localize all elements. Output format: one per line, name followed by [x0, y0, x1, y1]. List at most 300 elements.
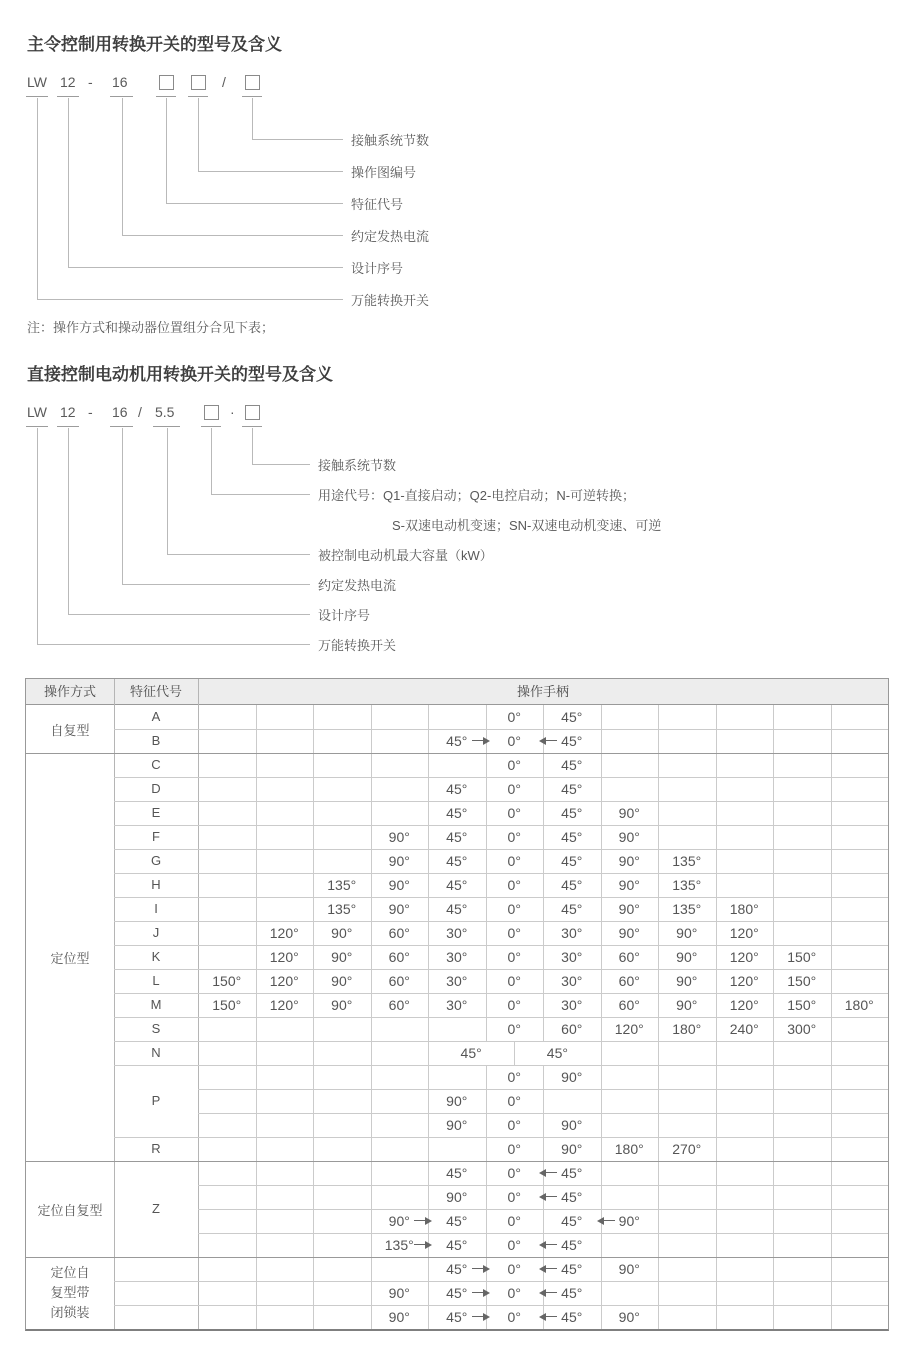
diagram1-model-box — [191, 75, 206, 90]
angle-cell: 0° — [507, 1141, 521, 1157]
group-label — [26, 1161, 114, 1257]
table-header-cell: 操作手柄 — [516, 684, 569, 699]
grid-vline — [658, 1281, 659, 1305]
grid-vline — [256, 849, 257, 873]
grid-vline — [601, 1185, 602, 1209]
row-divider — [198, 1089, 888, 1090]
row-divider — [114, 969, 888, 970]
grid-vline — [256, 777, 257, 801]
grid-vline — [773, 777, 774, 801]
grid-vline — [716, 1305, 717, 1329]
angle-cell: 45° — [561, 853, 583, 869]
grid-vline — [831, 1233, 832, 1257]
angle-cell: 0° — [507, 949, 521, 965]
row-code: H — [151, 877, 161, 892]
row-code: P — [151, 1093, 161, 1108]
grid-vline — [313, 753, 314, 777]
grid-vline — [831, 1257, 832, 1281]
angle-cell: 90° — [388, 877, 410, 893]
angle-cell: 90° — [676, 973, 698, 989]
angle-cell: 45° — [561, 781, 583, 797]
row-divider — [26, 1257, 888, 1258]
arrow-right-icon — [472, 1292, 483, 1293]
angle-cell: 0° — [507, 805, 521, 821]
grid-vline — [313, 777, 314, 801]
grid-vline — [716, 1209, 717, 1233]
grid-vline — [658, 1041, 659, 1065]
grid-vline — [313, 1257, 314, 1281]
grid-vline — [256, 1089, 257, 1113]
arrow-left-icon — [546, 1292, 557, 1293]
row-divider — [114, 1065, 888, 1066]
diagram2-model-text: 12 — [60, 404, 76, 420]
grid-vline — [601, 1041, 602, 1065]
row-divider — [26, 1161, 888, 1162]
row-code: B — [151, 733, 161, 748]
diagram2-callout-vline — [252, 428, 253, 465]
grid-vline — [658, 1257, 659, 1281]
angle-cell: 0° — [507, 829, 521, 845]
grid-vline — [313, 1017, 314, 1041]
grid-vline — [773, 921, 774, 945]
grid-vline — [773, 825, 774, 849]
grid-vline — [716, 873, 717, 897]
grid-vline — [658, 801, 659, 825]
grid-vline — [428, 705, 429, 729]
angle-cell: 45° — [561, 709, 583, 725]
angle-cell: 90° — [561, 1117, 583, 1133]
grid-vline — [831, 969, 832, 993]
diagram1-callout-vline — [68, 98, 69, 268]
grid-vline — [831, 1137, 832, 1161]
row-divider — [114, 729, 888, 730]
angle-cell: 45° — [561, 1165, 583, 1181]
angle-cell: 150° — [212, 973, 242, 989]
angle-cell: 90° — [446, 1093, 468, 1109]
angle-cell: 90° — [618, 901, 640, 917]
grid-vline — [716, 1137, 717, 1161]
diagram2-underline — [57, 426, 79, 427]
grid-vline — [658, 1233, 659, 1257]
angle-cell: 135° — [384, 1237, 414, 1253]
grid-vline — [371, 1185, 372, 1209]
grid-vline — [831, 729, 832, 753]
angle-cell: 90° — [561, 1069, 583, 1085]
arrow-right-icon — [483, 1313, 490, 1321]
grid-vline — [313, 1233, 314, 1257]
angle-cell: 0° — [507, 1069, 521, 1085]
angle-cell: 90° — [388, 1285, 410, 1301]
diagram2-model-text: · — [230, 404, 235, 420]
grid-vline — [773, 1209, 774, 1233]
angle-cell: 60° — [388, 925, 410, 941]
angle-cell: 300° — [787, 1021, 817, 1037]
angle-cell: 90° — [561, 1141, 583, 1157]
angle-cell: 120° — [729, 973, 759, 989]
grid-vline — [601, 1161, 602, 1185]
diagram1-callout-vline — [198, 98, 199, 172]
diagram2-model-box — [204, 405, 219, 420]
diagram1-callout-hline — [122, 235, 343, 236]
row-code: J — [152, 925, 160, 940]
grid-vline — [716, 1233, 717, 1257]
group-label-text: 定位型 — [50, 950, 90, 966]
grid-vline — [658, 777, 659, 801]
arrow-right-icon — [483, 737, 490, 745]
angle-cell: 60° — [388, 997, 410, 1013]
diagram2-model-text: 16 — [112, 404, 128, 420]
grid-vline — [313, 849, 314, 873]
grid-vline — [601, 753, 602, 777]
angle-cell: 135° — [672, 901, 702, 917]
grid-vline — [831, 873, 832, 897]
grid-vline — [773, 705, 774, 729]
grid-vline — [371, 1161, 372, 1185]
row-divider — [26, 753, 888, 754]
angle-cell: 90° — [446, 1117, 468, 1133]
grid-vline — [371, 1065, 372, 1089]
grid-vline — [658, 1113, 659, 1137]
grid-vline — [831, 849, 832, 873]
diagram2-callout-vline — [37, 428, 38, 645]
grid-vline — [371, 1041, 372, 1065]
row-divider — [198, 1233, 888, 1234]
angle-cell: 90° — [388, 1309, 410, 1325]
grid-vline — [716, 1281, 717, 1305]
angle-cell: 180° — [614, 1141, 644, 1157]
row-divider — [198, 1185, 888, 1186]
grid-vline — [773, 1185, 774, 1209]
angle-cell: 45° — [561, 829, 583, 845]
angle-cell: 150° — [787, 973, 817, 989]
arrow-left-icon — [539, 1265, 546, 1273]
diagram1-underline — [242, 96, 262, 97]
grid-vline — [601, 1089, 602, 1113]
diagram1-underline — [26, 96, 48, 97]
diagram2-model-box — [245, 405, 260, 420]
diagram2-callout-hline — [167, 554, 310, 555]
grid-vline — [716, 729, 717, 753]
diagram1-underline — [57, 96, 79, 97]
angle-cell: 45° — [561, 901, 583, 917]
grid-vline — [371, 705, 372, 729]
grid-vline — [256, 729, 257, 753]
angle-cell: 150° — [787, 949, 817, 965]
diagram2-callout-label: 被控制电动机最大容量（kW） — [318, 548, 493, 563]
grid-vline — [313, 1089, 314, 1113]
diagram2-model-text: LW — [27, 404, 47, 420]
grid-vline — [716, 777, 717, 801]
angle-cell: 30° — [561, 997, 583, 1013]
grid-vline — [831, 1305, 832, 1329]
row-divider — [114, 945, 888, 946]
row-code: L — [152, 973, 160, 988]
angle-cell: 45° — [446, 829, 468, 845]
angle-cell: 60° — [388, 973, 410, 989]
angle-cell: 120° — [269, 925, 299, 941]
grid-vline — [773, 1065, 774, 1089]
angle-cell: 45° — [561, 733, 583, 749]
row-divider — [114, 1041, 888, 1042]
diagram2-model-text: 5.5 — [155, 404, 175, 420]
diagram1-callout-label: 接触系统节数 — [351, 133, 430, 148]
diagram1-callout-label: 万能转换开关 — [351, 293, 430, 308]
grid-vline — [831, 1041, 832, 1065]
diagram1-model-text: LW — [27, 74, 47, 90]
diagram2-underline — [26, 426, 48, 427]
grid-vline — [256, 825, 257, 849]
angle-cell: 60° — [618, 997, 640, 1013]
diagram1-model-text: / — [222, 74, 226, 90]
grid-vline — [773, 1113, 774, 1137]
grid-vline — [256, 705, 257, 729]
grid-vline — [256, 1209, 257, 1233]
angle-cell: 0° — [507, 1213, 521, 1229]
diagram2-callout-label: 约定发热电流 — [318, 578, 397, 593]
grid-vline — [601, 1113, 602, 1137]
angle-cell: 90° — [388, 829, 410, 845]
angle-cell: 45° — [561, 1285, 583, 1301]
diagram1-model-text: - — [88, 74, 93, 90]
angle-cell: 45° — [446, 1261, 468, 1277]
angle-cell: 0° — [507, 1237, 521, 1253]
grid-vline — [256, 1113, 257, 1137]
grid-vline — [716, 1041, 717, 1065]
grid-vline — [658, 1305, 659, 1329]
angle-cell: 120° — [269, 949, 299, 965]
row-divider — [114, 1305, 888, 1306]
angle-cell: 0° — [507, 1165, 521, 1181]
angle-cell: 90° — [618, 925, 640, 941]
arrow-left-icon — [539, 737, 546, 745]
grid-vline — [773, 801, 774, 825]
diagram2-callout-vline — [211, 428, 212, 495]
angle-cell: 0° — [507, 925, 521, 941]
angle-cell: 270° — [672, 1141, 702, 1157]
diagram1-callout-hline — [198, 171, 343, 172]
grid-vline — [716, 1113, 717, 1137]
row-code: R — [151, 1141, 161, 1156]
angle-cell: 0° — [507, 1021, 521, 1037]
diagram1-underline — [156, 96, 176, 97]
row-divider — [114, 777, 888, 778]
grid-vline — [773, 1137, 774, 1161]
diagram2-callout-vline — [122, 428, 123, 585]
angle-cell: 135° — [327, 901, 357, 917]
diagram2-callout-hline — [211, 494, 310, 495]
row-divider — [114, 1281, 888, 1282]
grid-vline — [658, 825, 659, 849]
angle-cell: 30° — [446, 925, 468, 941]
angle-cell: 90° — [618, 829, 640, 845]
angle-cell: 0° — [507, 709, 521, 725]
grid-vline — [831, 897, 832, 921]
grid-vline — [371, 753, 372, 777]
angle-cell: 90° — [676, 925, 698, 941]
diagram1-callout-vline — [166, 98, 167, 204]
arrow-right-icon — [414, 1220, 425, 1221]
row-code: K — [151, 949, 161, 964]
diagram2-callout-label: 用途代号：Q1-直接启动；Q2-电控启动；N-可逆转换； — [318, 488, 636, 503]
row-divider — [114, 873, 888, 874]
grid-vline — [658, 729, 659, 753]
diagram1-callout-label: 约定发热电流 — [351, 229, 430, 244]
table-header-cell: 操作方式 — [43, 684, 96, 699]
grid-vline — [773, 873, 774, 897]
grid-vline — [831, 777, 832, 801]
grid-vline — [256, 1185, 257, 1209]
diagram2-callout-label: 万能转换开关 — [318, 638, 397, 653]
grid-vline — [716, 1257, 717, 1281]
angle-cell: 30° — [446, 973, 468, 989]
row-divider — [114, 825, 888, 826]
diagram2-callout-hline — [252, 464, 310, 465]
diagram1-callout-label: 操作图编号 — [351, 165, 417, 180]
grid-vline — [313, 705, 314, 729]
angle-cell: 45° — [446, 901, 468, 917]
diagram2-callout-label: S-双速电动机变速；SN-双速电动机变速、可逆 — [392, 518, 662, 533]
arrow-left-icon — [539, 1169, 546, 1177]
grid-vline — [773, 1233, 774, 1257]
angle-cell: 120° — [729, 949, 759, 965]
grid-vline — [658, 1065, 659, 1089]
row-code: M — [150, 997, 162, 1012]
angle-cell: 135° — [327, 877, 357, 893]
grid-vline — [716, 1161, 717, 1185]
section1-title: 主令控制用转换开关的型号及含义 — [27, 35, 282, 54]
grid-vline — [256, 1137, 257, 1161]
grid-vline — [716, 801, 717, 825]
arrow-right-icon — [483, 1265, 490, 1273]
diagram1-callout-hline — [166, 203, 343, 204]
angle-cell: 90° — [388, 853, 410, 869]
grid-vline — [831, 1017, 832, 1041]
angle-cell: 240° — [729, 1021, 759, 1037]
grid-vline — [256, 1233, 257, 1257]
arrow-right-icon — [472, 740, 483, 741]
grid-vline — [256, 1161, 257, 1185]
angle-cell: 180° — [672, 1021, 702, 1037]
grid-vline — [256, 1017, 257, 1041]
angle-cell: 0° — [507, 1261, 521, 1277]
angle-cell: 135° — [672, 853, 702, 869]
angle-cell: 45° — [446, 1165, 468, 1181]
grid-vline — [601, 729, 602, 753]
arrow-right-icon — [425, 1217, 432, 1225]
grid-vline — [601, 1233, 602, 1257]
grid-vline — [716, 705, 717, 729]
grid-vline — [831, 1089, 832, 1113]
grid-vline — [313, 801, 314, 825]
angle-cell: 0° — [507, 781, 521, 797]
angle-cell: 0° — [507, 733, 521, 749]
grid-vline — [831, 825, 832, 849]
grid-vline — [256, 1065, 257, 1089]
angle-cell: 0° — [507, 1285, 521, 1301]
grid-vline — [543, 1089, 544, 1113]
arrow-left-icon — [539, 1193, 546, 1201]
angle-cell: 45° — [561, 805, 583, 821]
angle-cell: 0° — [507, 973, 521, 989]
angle-cell: 120° — [614, 1021, 644, 1037]
arrow-left-icon — [539, 1289, 546, 1297]
grid-vline — [658, 1209, 659, 1233]
angle-cell: 90° — [618, 1213, 640, 1229]
grid-vline — [658, 1185, 659, 1209]
grid-vline — [773, 1041, 774, 1065]
angle-cell: 45° — [460, 1045, 482, 1061]
angle-cell: 45° — [561, 1261, 583, 1277]
grid-vline — [831, 945, 832, 969]
diagram1-underline — [110, 96, 133, 97]
grid-vline — [313, 1209, 314, 1233]
arrow-left-icon — [539, 1241, 546, 1249]
grid-vline — [658, 753, 659, 777]
arrow-left-icon — [539, 1313, 546, 1321]
grid-vline — [831, 753, 832, 777]
grid-vline — [773, 1305, 774, 1329]
grid-vline — [313, 1065, 314, 1089]
angle-cell: 120° — [269, 973, 299, 989]
diagram1-model-box — [245, 75, 260, 90]
group-label — [26, 1257, 114, 1329]
grid-vline — [313, 825, 314, 849]
angle-cell: 120° — [269, 997, 299, 1013]
diagram2-underline — [242, 426, 262, 427]
grid-vline — [716, 1065, 717, 1089]
angle-cell: 0° — [507, 1117, 521, 1133]
angle-cell: 90° — [446, 1189, 468, 1205]
angle-cell: 0° — [507, 853, 521, 869]
row-divider — [114, 849, 888, 850]
angle-cell: 45° — [446, 805, 468, 821]
grid-vline — [428, 1137, 429, 1161]
angle-cell: 60° — [618, 973, 640, 989]
angle-cell: 60° — [388, 949, 410, 965]
grid-vline — [371, 1113, 372, 1137]
row-code: D — [151, 781, 161, 796]
grid-vline — [313, 1161, 314, 1185]
diagram1-callout-vline — [122, 98, 123, 236]
angle-cell: 120° — [729, 925, 759, 941]
angle-cell: 0° — [507, 757, 521, 773]
diagram2-callout-label: 接触系统节数 — [318, 458, 397, 473]
arrow-right-icon — [414, 1244, 425, 1245]
grid-vline — [371, 1257, 372, 1281]
grid-vline — [371, 1017, 372, 1041]
grid-vline — [658, 705, 659, 729]
grid-vline — [313, 1305, 314, 1329]
grid-vline — [256, 1281, 257, 1305]
row-divider — [114, 1137, 888, 1138]
angle-cell: 90° — [618, 805, 640, 821]
group-label-text: 定位自复型带闭锁装 — [50, 1265, 90, 1320]
row-code: G — [150, 853, 162, 868]
diagram2-callout-hline — [122, 584, 310, 585]
arrow-right-icon — [472, 1268, 483, 1269]
grid-vline — [831, 1161, 832, 1185]
diagram1-callout-label: 特征代号 — [351, 197, 404, 212]
diagram1-callout-hline — [68, 267, 343, 268]
grid-vline — [256, 873, 257, 897]
row-code: N — [151, 1045, 161, 1060]
angle-cell: 0° — [507, 1309, 521, 1325]
grid-vline — [428, 1065, 429, 1089]
diagram1-underline — [188, 96, 208, 97]
arrow-left-icon — [604, 1220, 615, 1221]
grid-vline — [313, 1041, 314, 1065]
grid-vline — [256, 1305, 257, 1329]
